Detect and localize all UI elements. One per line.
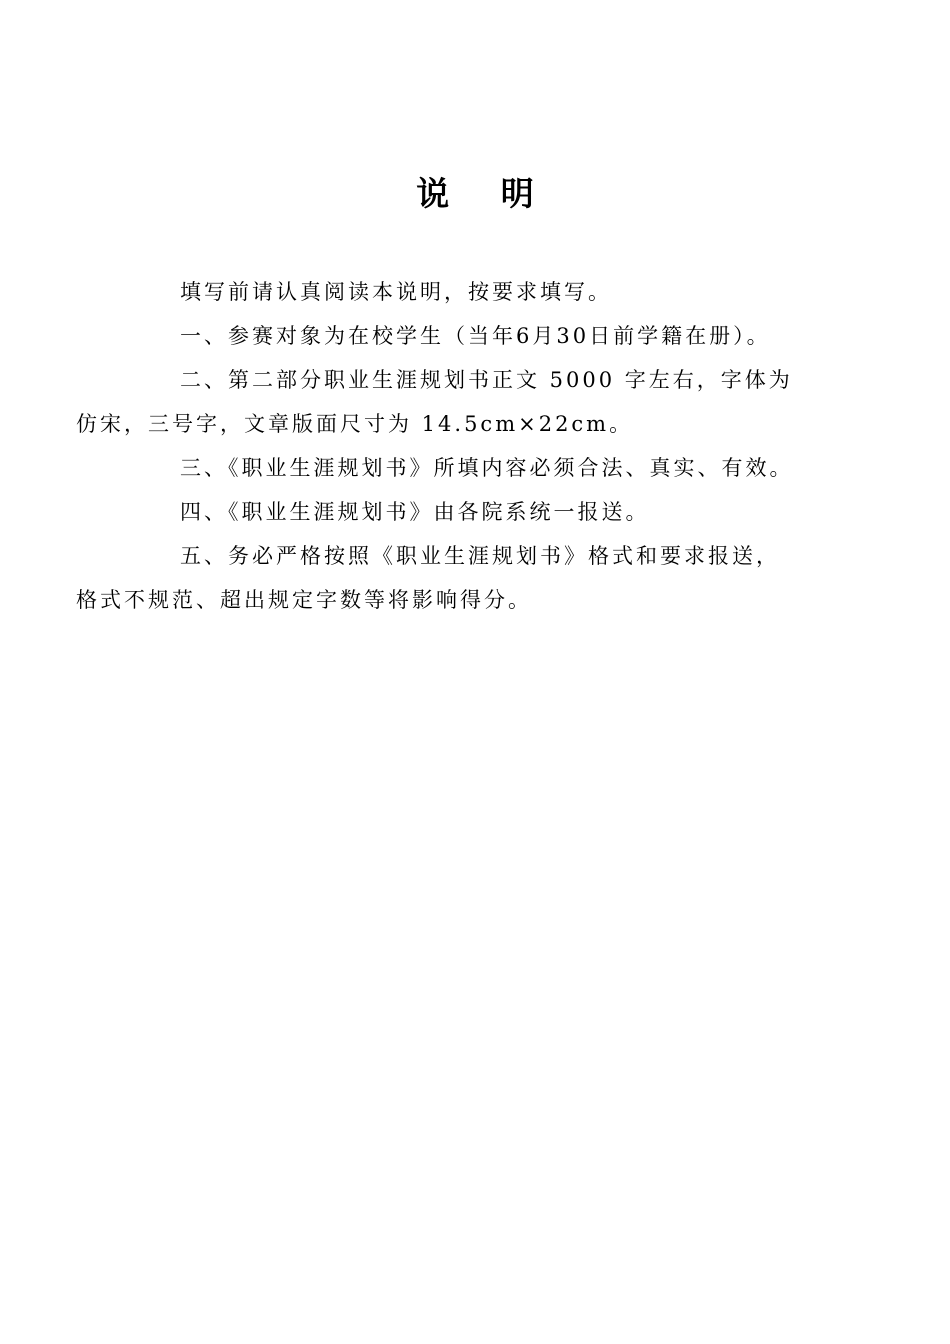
instruction-item-1-line-1: 一、参赛对象为在校学生（当年6月30日前学籍在册）。 bbox=[180, 324, 771, 348]
instruction-item-5-line-1: 五、务必严格按照《职业生涯规划书》格式和要求报送， bbox=[180, 544, 780, 568]
intro-line: 填写前请认真阅读本说明，按要求填写。 bbox=[180, 280, 612, 304]
instruction-item-5-line-2: 格式不规范、超出规定字数等将影响得分。 bbox=[76, 588, 532, 612]
instruction-item-3-line-1: 三、《职业生涯规划书》所填内容必须合法、真实、有效。 bbox=[180, 456, 794, 480]
instruction-item-2 bbox=[76, 358, 832, 446]
instruction-item-2-line-2: 仿宋，三号字，文章版面尺寸为 14.5cm×22cm。 bbox=[76, 412, 634, 436]
intro-paragraph bbox=[128, 270, 832, 314]
instruction-item-5 bbox=[76, 534, 832, 622]
instruction-item-4 bbox=[128, 490, 832, 534]
instruction-item-4-line-1: 四、《职业生涯规划书》由各院系统一报送。 bbox=[180, 500, 650, 524]
instruction-item-2-line-1: 二、第二部分职业生涯规划书正文 5000 字左右，字体为 bbox=[180, 368, 793, 392]
instruction-item-3 bbox=[128, 446, 832, 490]
page-title: 说 明 bbox=[416, 174, 554, 213]
instruction-item-1 bbox=[128, 314, 832, 358]
instructions-body bbox=[76, 270, 832, 622]
